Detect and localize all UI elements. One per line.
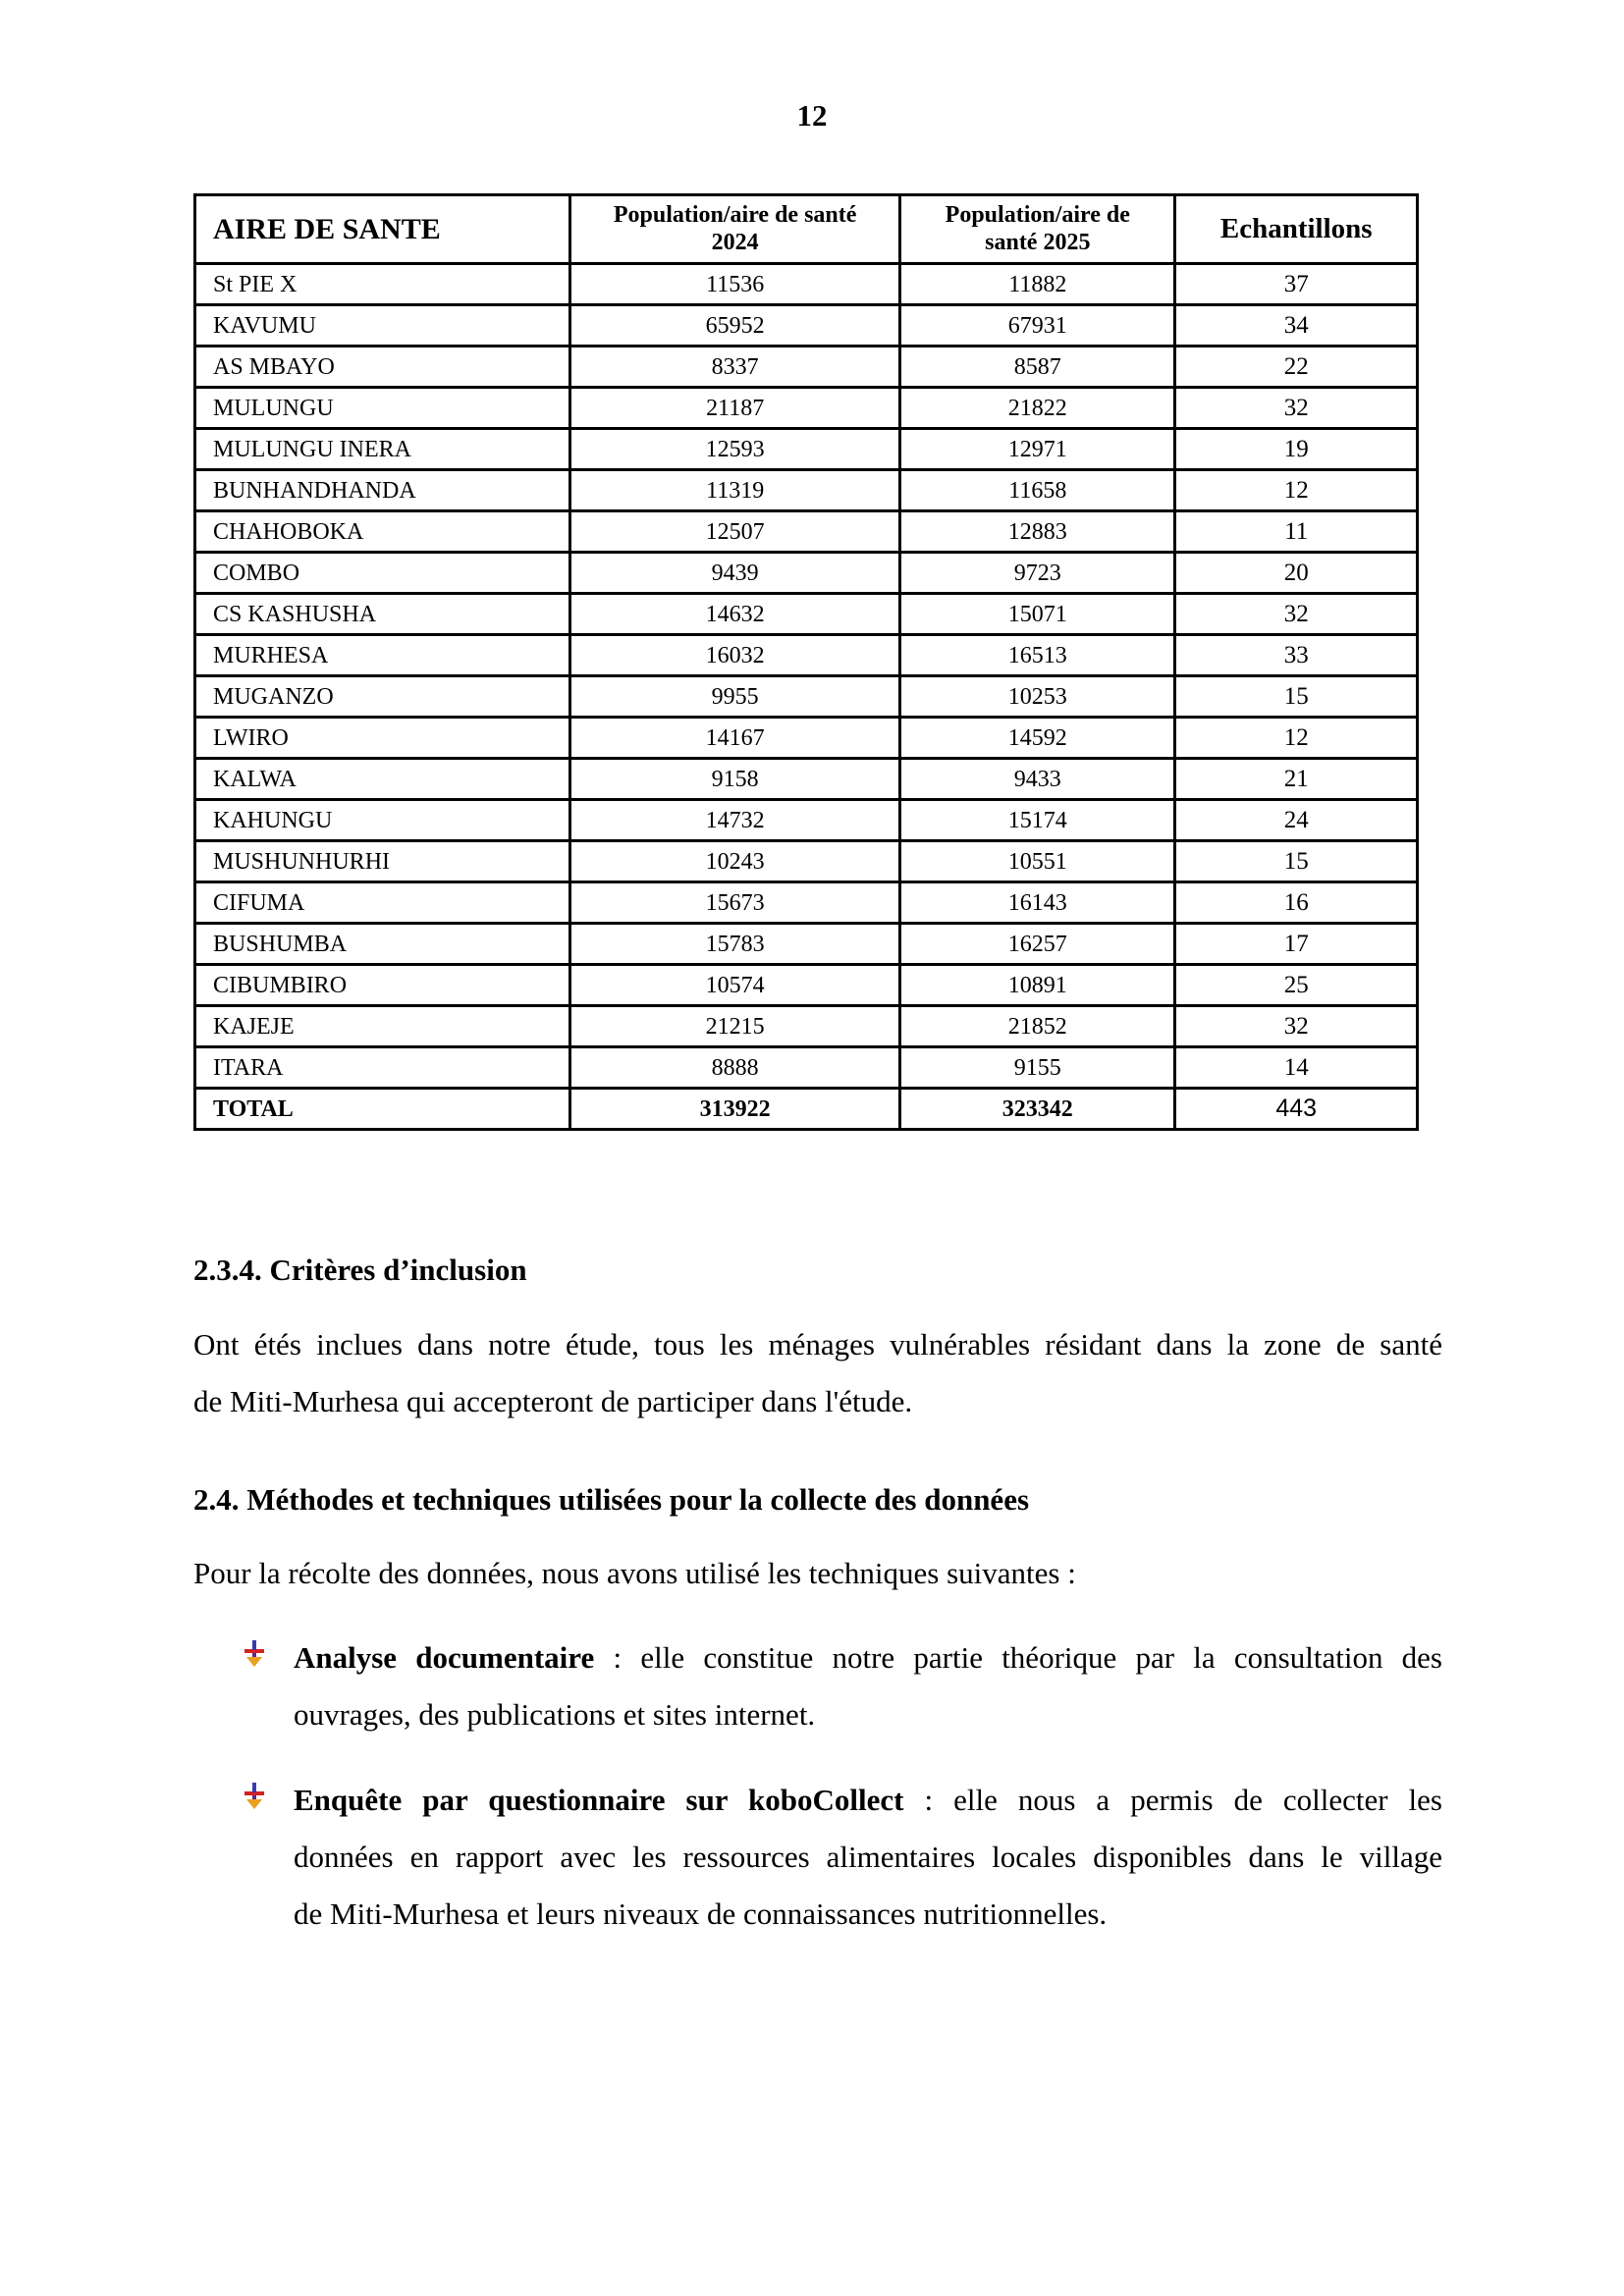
cell-pop-2025: 11658	[900, 470, 1175, 511]
cell-pop-2025: 15071	[900, 594, 1175, 635]
cell-samples: 12	[1175, 718, 1418, 759]
bullet-item-analyse	[243, 1629, 1442, 1747]
table-row	[195, 635, 1418, 676]
cell-pop-2024: 14732	[570, 800, 900, 841]
bullet-analyse-rest: : elle constitue notre partie théorique par la consultation des	[594, 1640, 1443, 1675]
bullet-enquete-line-3: de Miti-Murhesa et leurs niveaux de connaissances nutritionnelles.	[294, 1896, 1108, 1931]
cell-pop-2024: 15783	[570, 924, 900, 965]
cell-pop-2024: 9955	[570, 676, 900, 718]
section-heading-methods: 2.4. Méthodes et techniques utilisées pour la collecte des données	[193, 1482, 1030, 1517]
cell-samples: 32	[1175, 594, 1418, 635]
table-row	[195, 718, 1418, 759]
cell-pop-2024: 15673	[570, 882, 900, 924]
cell-pop-2024: 11536	[570, 264, 900, 305]
cell-pop-2024: 65952	[570, 305, 900, 347]
cell-pop-2024: 9439	[570, 553, 900, 594]
table-row	[195, 553, 1418, 594]
table-total-row	[195, 1089, 1418, 1130]
cell-pop-2024: 10243	[570, 841, 900, 882]
cell-area: MULUNGU INERA	[195, 429, 570, 470]
cell-pop-2025: 10891	[900, 965, 1175, 1006]
cell-pop-2024: 9158	[570, 759, 900, 800]
cell-pop-2024: 14632	[570, 594, 900, 635]
cell-pop-2024: 8337	[570, 347, 900, 388]
cell-samples: 12	[1175, 470, 1418, 511]
cell-area: AS MBAYO	[195, 347, 570, 388]
table-row	[195, 841, 1418, 882]
cell-samples: 32	[1175, 1006, 1418, 1047]
bullet-enquete-rest: : elle nous a permis de collecter les	[903, 1783, 1442, 1817]
table-row	[195, 347, 1418, 388]
cell-pop-2024: 12507	[570, 511, 900, 553]
header-pop-2025	[900, 195, 1175, 264]
cell-samples: 14	[1175, 1047, 1418, 1089]
bullet-enquete-line-2: données en rapport avec les ressources alimentaires locales disponibles dans le village	[294, 1840, 1442, 1874]
cell-area: St PIE X	[195, 264, 570, 305]
cell-pop-2025: 11882	[900, 264, 1175, 305]
header-pop-2024-line1: Population/aire de santé	[613, 201, 857, 228]
cell-pop-2025: 9155	[900, 1047, 1175, 1089]
total-pop-2025: 323342	[900, 1089, 1175, 1130]
cell-pop-2025: 9723	[900, 553, 1175, 594]
header-pop-2025-line1: Population/aire de	[945, 201, 1130, 228]
methods-intro	[193, 1545, 1442, 1602]
bullet-text-enquete	[294, 1772, 1442, 1943]
cell-area: BUNHANDHANDA	[195, 470, 570, 511]
table-row	[195, 594, 1418, 635]
cell-area: CIBUMBIRO	[195, 965, 570, 1006]
header-pop-2024-line2: 2024	[711, 229, 759, 255]
methods-intro-line: Pour la récolte des données, nous avons utilisé les techniques suivantes :	[193, 1556, 1076, 1590]
table-row	[195, 759, 1418, 800]
population-table	[193, 193, 1419, 1131]
cell-pop-2024: 16032	[570, 635, 900, 676]
cell-pop-2025: 10551	[900, 841, 1175, 882]
cell-area: MULUNGU	[195, 388, 570, 429]
cell-pop-2024: 14167	[570, 718, 900, 759]
cell-samples: 34	[1175, 305, 1418, 347]
total-label: TOTAL	[195, 1089, 570, 1130]
cell-pop-2025: 67931	[900, 305, 1175, 347]
table-row	[195, 924, 1418, 965]
bullet-analyse-line-2: ouvrages, des publications et sites internet.	[294, 1697, 816, 1732]
cell-pop-2025: 16143	[900, 882, 1175, 924]
table-row	[195, 264, 1418, 305]
cell-pop-2025: 12883	[900, 511, 1175, 553]
cell-area: CS KASHUSHA	[195, 594, 570, 635]
cell-pop-2024: 21187	[570, 388, 900, 429]
table-row	[195, 470, 1418, 511]
cell-samples: 37	[1175, 264, 1418, 305]
cell-area: KAVUMU	[195, 305, 570, 347]
inclusion-paragraph	[193, 1316, 1442, 1430]
table-row	[195, 388, 1418, 429]
arrow-down-bullet-icon	[243, 1782, 266, 1811]
bullet-enquete-line-1	[294, 1772, 1442, 1829]
cell-area: KALWA	[195, 759, 570, 800]
bullet-analyse-line-1	[294, 1629, 1442, 1686]
cell-samples: 22	[1175, 347, 1418, 388]
cell-samples: 21	[1175, 759, 1418, 800]
total-samples: 443	[1175, 1089, 1418, 1130]
cell-pop-2025: 21822	[900, 388, 1175, 429]
header-pop-2025-line2: santé 2025	[985, 229, 1091, 255]
cell-samples: 32	[1175, 388, 1418, 429]
bullet-text-analyse	[294, 1629, 1442, 1743]
cell-area: MUSHUNHURHI	[195, 841, 570, 882]
cell-pop-2025: 12971	[900, 429, 1175, 470]
cell-samples: 25	[1175, 965, 1418, 1006]
cell-area: MUGANZO	[195, 676, 570, 718]
table-row	[195, 676, 1418, 718]
cell-area: KAJEJE	[195, 1006, 570, 1047]
cell-pop-2025: 21852	[900, 1006, 1175, 1047]
cell-area: CHAHOBOKA	[195, 511, 570, 553]
bullet-analyse-bold: Analyse documentaire	[294, 1640, 595, 1675]
cell-pop-2024: 10574	[570, 965, 900, 1006]
cell-area: COMBO	[195, 553, 570, 594]
cell-samples: 16	[1175, 882, 1418, 924]
cell-area: MURHESA	[195, 635, 570, 676]
total-pop-2024: 313922	[570, 1089, 900, 1130]
cell-pop-2024: 12593	[570, 429, 900, 470]
header-area: AIRE DE SANTE	[195, 195, 570, 264]
inclusion-line-2: de Miti-Murhesa qui accepteront de participer dans l'étude.	[193, 1384, 913, 1418]
table-header-row	[195, 195, 1418, 264]
header-pop-2024	[570, 195, 900, 264]
page-number: 12	[796, 98, 828, 133]
cell-pop-2025: 10253	[900, 676, 1175, 718]
cell-samples: 33	[1175, 635, 1418, 676]
cell-area: CIFUMA	[195, 882, 570, 924]
cell-samples: 11	[1175, 511, 1418, 553]
cell-samples: 19	[1175, 429, 1418, 470]
table-row	[195, 800, 1418, 841]
table-row	[195, 511, 1418, 553]
cell-samples: 20	[1175, 553, 1418, 594]
cell-area: ITARA	[195, 1047, 570, 1089]
table-row	[195, 1006, 1418, 1047]
cell-area: LWIRO	[195, 718, 570, 759]
cell-area: KAHUNGU	[195, 800, 570, 841]
inclusion-line-1: Ont étés inclues dans notre étude, tous les ménages vulnérables résidant dans la zone de santé	[193, 1327, 1442, 1362]
cell-pop-2025: 8587	[900, 347, 1175, 388]
arrow-down-bullet-icon	[243, 1639, 266, 1669]
bullet-enquete-bold: Enquête par questionnaire sur koboCollect	[294, 1783, 904, 1817]
cell-samples: 24	[1175, 800, 1418, 841]
table-row	[195, 429, 1418, 470]
cell-pop-2024: 8888	[570, 1047, 900, 1089]
cell-pop-2025: 16513	[900, 635, 1175, 676]
section-heading-inclusion: 2.3.4. Critères d’inclusion	[193, 1253, 527, 1287]
cell-pop-2025: 14592	[900, 718, 1175, 759]
cell-samples: 15	[1175, 676, 1418, 718]
cell-pop-2024: 21215	[570, 1006, 900, 1047]
header-samples: Echantillons	[1175, 195, 1418, 264]
cell-pop-2024: 11319	[570, 470, 900, 511]
table-row	[195, 965, 1418, 1006]
table-row	[195, 882, 1418, 924]
table-row	[195, 305, 1418, 347]
cell-pop-2025: 9433	[900, 759, 1175, 800]
cell-samples: 15	[1175, 841, 1418, 882]
cell-area: BUSHUMBA	[195, 924, 570, 965]
cell-pop-2025: 16257	[900, 924, 1175, 965]
table-row	[195, 1047, 1418, 1089]
bullet-item-enquete	[243, 1772, 1442, 1949]
cell-pop-2025: 15174	[900, 800, 1175, 841]
cell-samples: 17	[1175, 924, 1418, 965]
